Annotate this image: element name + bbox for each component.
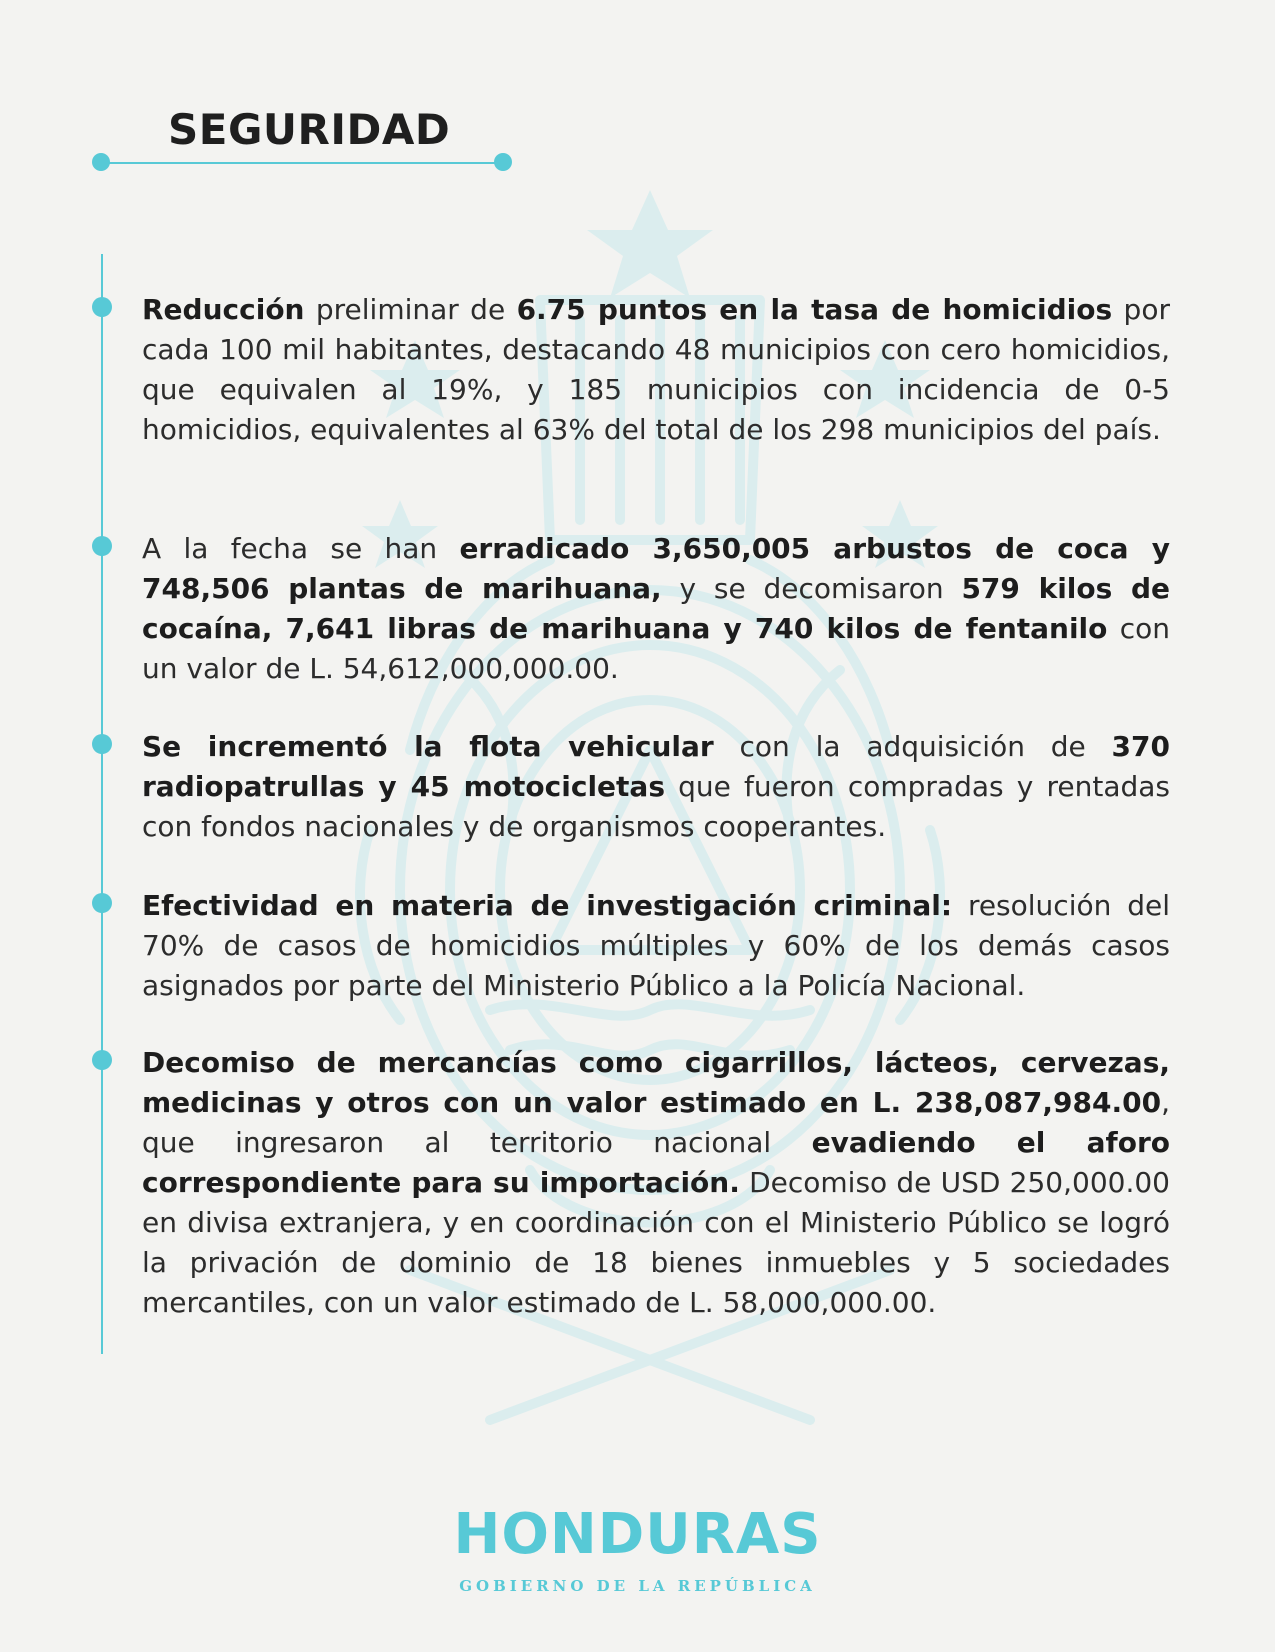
section-header — [92, 106, 512, 186]
timeline-bullet — [92, 297, 112, 317]
item-merchandise-seizure — [142, 1043, 1170, 1323]
item-2-part-2: erradicado 3,650,005 arbustos de coca y 748,506 plantas de marihuana, — [142, 532, 1170, 605]
item-2-part-5: con un valor de L. 54,612,000,000.00. — [142, 612, 1170, 685]
item-3-part-4: que fueron compradas y rentadas con fondos nacionales y de organismos cooperantes. — [142, 770, 1170, 843]
item-drug-eradication — [142, 529, 1170, 689]
title-underline — [100, 162, 504, 164]
page-title: SEGURIDAD — [168, 105, 451, 154]
title-left-dot — [92, 153, 110, 171]
item-1-part-2: preliminar de — [304, 293, 517, 326]
timeline-bullet — [92, 1050, 112, 1070]
item-2-part-3: y se decomisaron — [661, 572, 962, 605]
timeline-bullet — [92, 893, 112, 913]
item-5-part-4: Decomiso de USD 250,000.00 en divisa extranjera, y en coordinación con el Ministerio Público se logró la privación de dominio de 18 bienes inmuebles y 5 sociedades mercantiles, con un valor estimado de L. 58,000,000.00. — [142, 1166, 1170, 1319]
item-4-part-2: resolución del 70% de casos de homicidios múltiples y 60% de los demás casos asignados por parte del Ministerio Público a la Policía Nacional. — [142, 889, 1170, 1002]
title-right-dot — [494, 153, 512, 171]
item-5-part-2: , que ingresaron al territorio nacional — [142, 1086, 1170, 1159]
item-1-part-3: 6.75 puntos en la tasa de homicidios — [516, 293, 1113, 326]
watermark-star-top — [587, 190, 713, 298]
item-4-part-1: Efectividad en materia de investigación criminal: — [142, 889, 953, 922]
item-homicide-reduction — [142, 290, 1170, 450]
item-3-part-3: 370 radiopatrullas y 45 motocicletas — [142, 730, 1170, 803]
item-vehicle-fleet — [142, 727, 1170, 847]
item-5-part-1: Decomiso de mercancías como cigarrillos, lácteos, cervezas, medicinas y otros con un valor estimado en L. 238,087,984.00 — [142, 1046, 1170, 1119]
brand-logo-text: HONDURAS — [453, 1502, 822, 1567]
timeline-bullet — [92, 536, 112, 556]
timeline-bullet — [92, 734, 112, 754]
item-3-part-2: con la adquisición de — [713, 730, 1112, 763]
item-2-part-1: A la fecha se han — [142, 532, 460, 565]
item-1-part-1: Reducción — [142, 293, 305, 326]
timeline-line — [101, 254, 103, 1354]
item-criminal-investigation — [142, 886, 1170, 1006]
item-2-part-4: 579 kilos de cocaína, 7,641 libras de marihuana y 740 kilos de fentanilo — [142, 572, 1170, 645]
brand-subtitle: GOBIERNO DE LA REPÚBLICA — [459, 1577, 816, 1595]
footer-branding — [0, 1502, 1275, 1595]
item-1-part-4: por cada 100 mil habitantes, destacando 48 municipios con cero homicidios, que equivalen al 19%, y 185 municipios con incidencia de 0-5 homicidios, equivalentes al 63% del total de los 298 municipios del país. — [142, 293, 1170, 446]
item-5-part-3: evadiendo el aforo correspondiente para su importación. — [142, 1126, 1170, 1199]
item-3-part-1: Se incrementó la flota vehicular — [142, 730, 714, 763]
